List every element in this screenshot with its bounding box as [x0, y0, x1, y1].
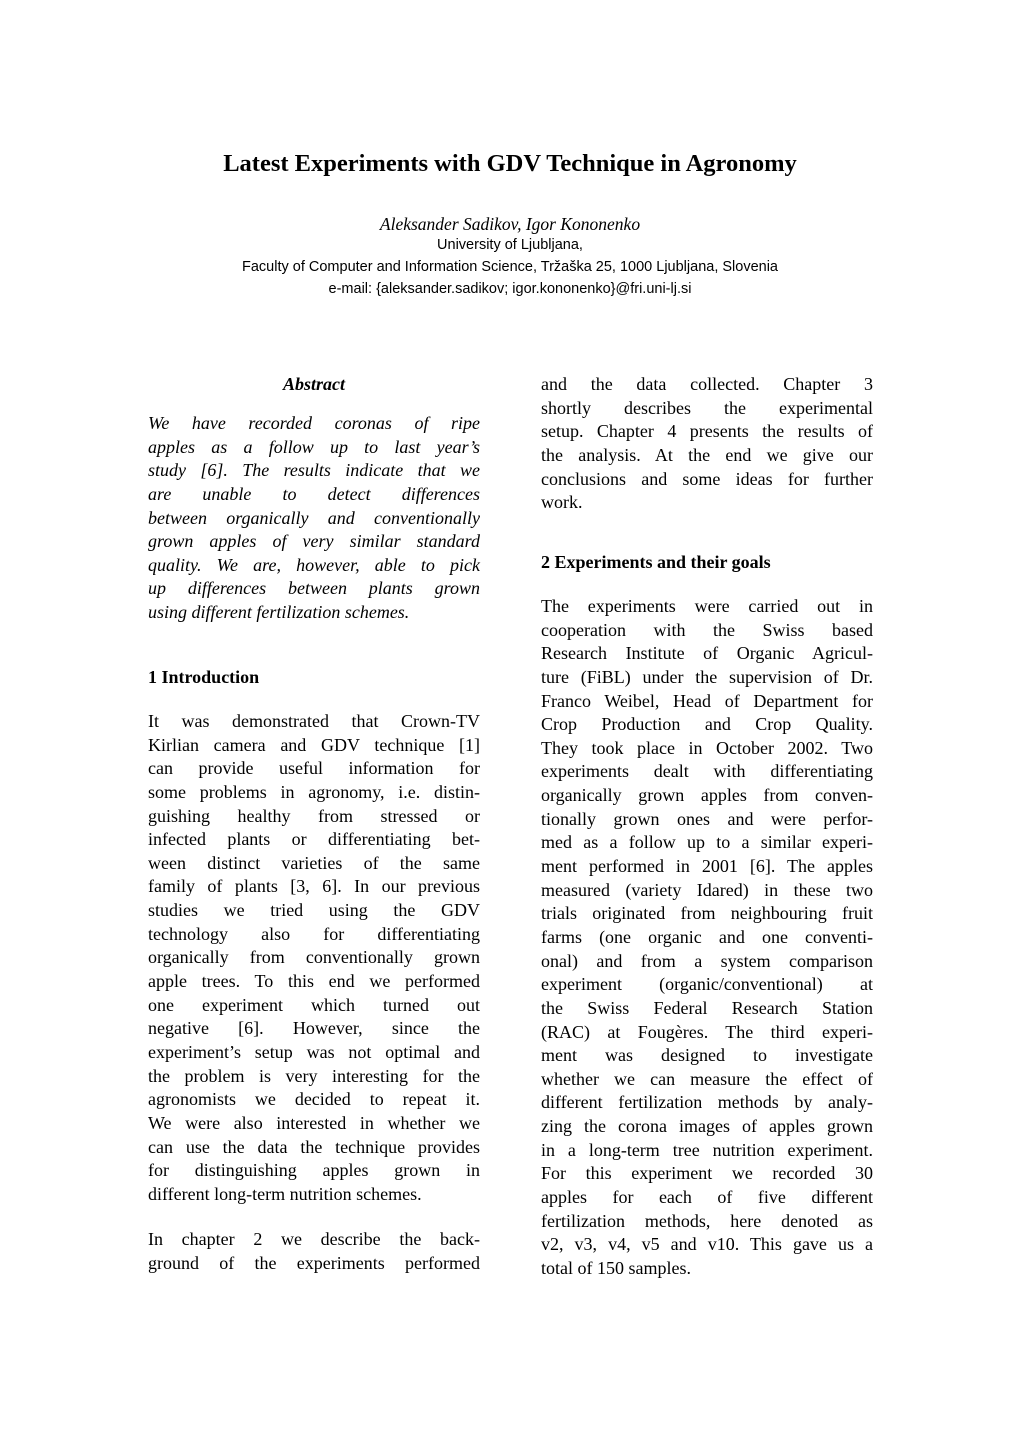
text-line: are unable to detect differences: [148, 483, 480, 504]
abstract-text: [148, 412, 480, 625]
text-line: guishing healthy from stressed or: [148, 805, 480, 826]
experiments-paragraph-1: [541, 595, 873, 1281]
text-line: zing the corona images of apples grown: [541, 1116, 873, 1137]
text-line: technology also for differentiating: [148, 923, 480, 944]
text-line: ween distinct varieties of the same: [148, 852, 480, 873]
affiliation-faculty: Faculty of Computer and Information Science, Tržaška 25, 1000 Ljubljana, Slovenia: [242, 259, 778, 275]
text-line: apples as a follow up to last year’s: [148, 436, 480, 457]
text-line: the analysis. At the end we give our: [541, 444, 873, 465]
text-line: conclusions and some ideas for further: [541, 468, 873, 489]
text-line: For this experiment we recorded 30: [541, 1163, 873, 1184]
text-line: ground of the experiments performed: [148, 1252, 480, 1273]
text-line: using different fertilization schemes.: [148, 602, 410, 623]
text-line: farms (one organic and one conventi-: [541, 926, 873, 947]
text-line: work.: [541, 492, 583, 513]
text-line: negative [6]. However, since the: [148, 1018, 480, 1039]
text-line: family of plants [3, 6]. In our previous: [148, 876, 480, 897]
text-line: study [6]. The results indicate that we: [148, 460, 480, 481]
abstract-heading: Abstract: [282, 374, 345, 394]
text-line: and the data collected. Chapter 3: [541, 374, 873, 394]
text-line: agronomists we decided to repeat it.: [148, 1089, 480, 1110]
text-line: In chapter 2 we describe the back-: [148, 1229, 480, 1249]
text-line: apple trees. To this end we performed: [148, 971, 480, 992]
affiliation-email: e-mail: {aleksander.sadikov; igor.kononenko}@fri.uni-lj.si: [328, 281, 692, 297]
text-line: total of 150 samples.: [541, 1257, 691, 1278]
text-line: experiment (organic/conventional) at: [541, 974, 873, 995]
text-line: fertilization methods, here denoted as: [541, 1210, 873, 1231]
text-line: whether we can measure the effect of: [541, 1068, 873, 1089]
text-line: infected plants or differentiating bet-: [148, 829, 480, 850]
text-line: ture (FiBL) under the supervision of Dr.: [541, 666, 873, 687]
paper-title: Latest Experiments with GDV Technique in Agronomy: [223, 150, 797, 177]
text-line: different fertilization methods by analy-: [541, 1092, 873, 1113]
text-line: Kirlian camera and GDV technique [1]: [148, 734, 480, 755]
authors: Aleksander Sadikov, Igor Kononenko: [379, 214, 641, 234]
section-1-heading: 1 Introduction: [148, 667, 260, 687]
text-line: setup. Chapter 4 presents the results of: [541, 421, 873, 442]
text-line: ment was designed to investigate: [541, 1045, 873, 1066]
text-line: onal) and from a system comparison: [541, 950, 873, 971]
text-line: can use the data the technique provides: [148, 1136, 480, 1157]
text-line: between organically and conventionally: [148, 507, 480, 528]
text-line: quality. We are, however, able to pick: [148, 554, 480, 575]
text-line: Research Institute of Organic Agricul-: [541, 643, 873, 664]
affiliation-university: University of Ljubljana,: [437, 237, 583, 253]
text-line: trials originated from neighbouring fruit: [541, 903, 873, 924]
text-line: experiment’s setup was not optimal and: [148, 1041, 480, 1062]
text-line: They took place in October 2002. Two: [541, 737, 873, 758]
text-line: apples for each of five different: [541, 1187, 873, 1208]
text-line: The experiments were carried out in: [541, 596, 873, 616]
text-line: grown apples of very similar standard: [148, 531, 480, 552]
text-line: tionally grown ones and were perfor-: [541, 808, 873, 829]
text-line: ment performed in 2001 [6]. The apples: [541, 856, 873, 877]
text-line: the Swiss Federal Research Station: [541, 997, 873, 1018]
text-line: for distinguishing apples grown in: [148, 1160, 480, 1181]
text-line: It was demonstrated that Crown-TV: [148, 711, 480, 731]
text-line: Crop Production and Crop Quality.: [541, 714, 873, 735]
text-line: one experiment which turned out: [148, 994, 480, 1015]
text-line: cooperation with the Swiss based: [541, 619, 873, 640]
text-line: measured (variety Idared) in these two: [541, 879, 873, 900]
text-line: We have recorded coronas of ripe: [148, 413, 480, 433]
text-line: v2, v3, v4, v5 and v10. This gave us a: [541, 1234, 873, 1255]
text-line: experiments dealt with differentiating: [541, 761, 873, 782]
section-2-heading: 2 Experiments and their goals: [541, 552, 771, 572]
text-line: studies we tried using the GDV: [148, 900, 480, 921]
text-line: organically grown apples from conven-: [541, 785, 873, 806]
text-line: up differences between plants grown: [148, 578, 480, 599]
text-line: different long-term nutrition schemes.: [148, 1183, 422, 1204]
text-line: med as a follow up to a similar experi-: [541, 832, 873, 853]
text-line: shortly describes the experimental: [541, 397, 873, 418]
text-line: Franco Weibel, Head of Department for: [541, 690, 873, 711]
text-line: We were also interested in whether we: [148, 1112, 480, 1133]
text-line: can provide useful information for: [148, 758, 480, 779]
intro-paragraph-1: [148, 710, 480, 1206]
intro-paragraph-2: [148, 1228, 480, 1275]
text-line: in a long-term tree nutrition experiment.: [541, 1139, 873, 1160]
text-line: some problems in agronomy, i.e. distin-: [148, 781, 480, 802]
intro-paragraph-2-continued: [541, 373, 873, 515]
text-line: the problem is very interesting for the: [148, 1065, 480, 1086]
text-line: organically from conventionally grown: [148, 947, 480, 968]
text-line: (RAC) at Fougères. The third experi-: [541, 1021, 873, 1042]
